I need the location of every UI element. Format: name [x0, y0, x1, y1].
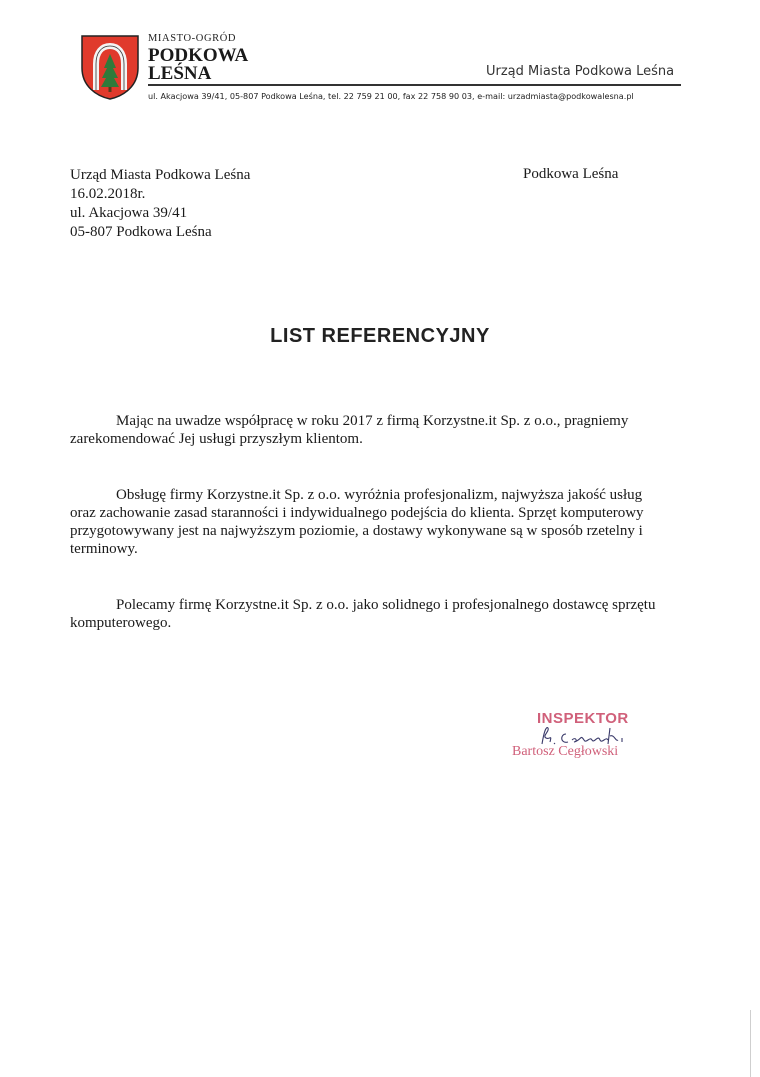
brand-subtitle: MIASTO-OGRÓD — [148, 33, 237, 44]
paragraph-2-text: Obsługę firmy Korzystne.it Sp. z o.o. wyróżnia profesjonalizm, najwyższa jakość usług oraz zachowanie zasad staranności i indywidualnego podejścia do klienta. Sprzęt komputerowy przygotowywany jest na najwyższym poziomie, a dostawy wykonywane są w sposób rzetelny i terminowy. — [70, 487, 644, 557]
contact-line: ul. Akacjowa 39/41, 05-807 Podkowa Leśna, tel. 22 759 21 00, fax 22 758 90 03, e-mail: urzadmiasta@podkowalesna.pl — [148, 91, 634, 101]
paragraph-3-text: Polecamy firmę Korzystne.it Sp. z o.o. jako solidnego i profesjonalnego dostawcę sprzętu komputerowego. — [70, 597, 656, 631]
crest-logo — [80, 34, 140, 100]
paragraph-1 — [70, 412, 660, 448]
place-name: Podkowa Leśna — [523, 166, 619, 182]
stamp-name: Bartosz Cegłowski — [512, 744, 619, 759]
paragraph-2 — [70, 486, 660, 558]
sender-line-3: ul. Akacjowa 39/41 — [70, 205, 188, 221]
sender-date: 16.02.2018r. — [70, 186, 146, 202]
brand-name-line2: LEŚNA — [148, 63, 212, 84]
page-edge-mark — [750, 1010, 751, 1077]
paragraph-1-text: Mając na uwadze współpracę w roku 2017 z firmą Korzystne.it Sp. z o.o., pragniemy zarekomendować Jej usługi przyszłym klientom. — [70, 413, 629, 447]
document-title: LIST REFERENCYJNY — [270, 325, 490, 347]
stamp-role: INSPEKTOR — [537, 710, 629, 727]
header-rule — [148, 84, 681, 86]
sender-line-4: 05-807 Podkowa Leśna — [70, 224, 212, 240]
office-name: Urząd Miasta Podkowa Leśna — [486, 64, 675, 79]
brand-name-line1: PODKOWA — [148, 45, 249, 66]
paragraph-3 — [70, 596, 660, 632]
sender-line-1: Urząd Miasta Podkowa Leśna — [70, 167, 251, 183]
